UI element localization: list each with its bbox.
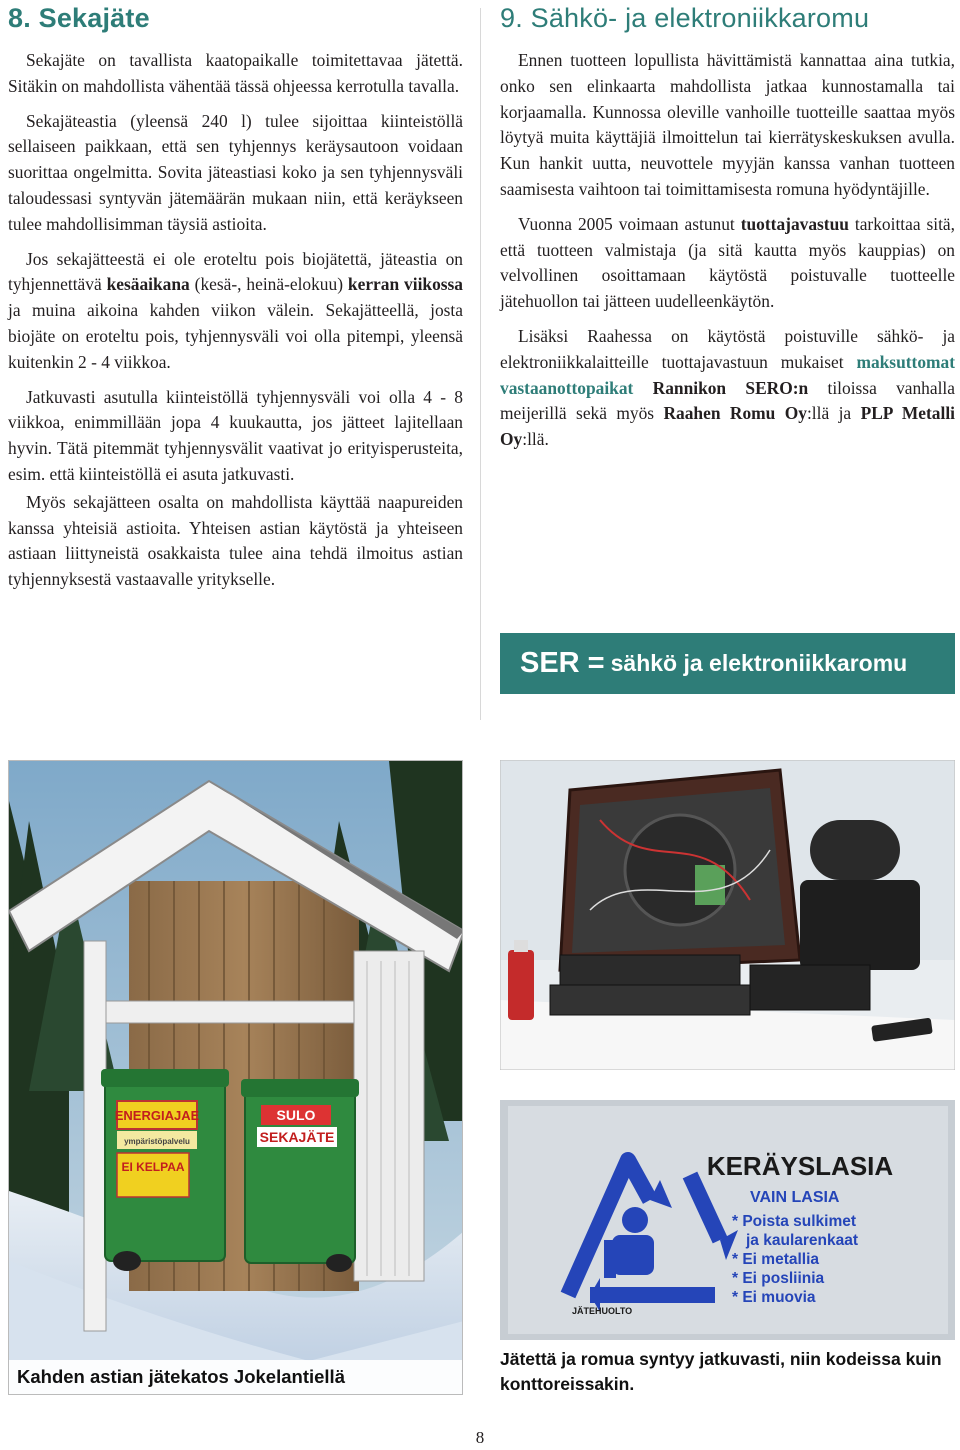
ser-meaning: sähkö ja elektroniikkaromu — [610, 650, 908, 676]
section-number: 8. — [8, 3, 31, 33]
glass-sign-subtitle: VAIN LASIA — [750, 1189, 840, 1206]
ser-abbreviation: SER = — [520, 647, 605, 679]
glass-sign-item: * Ei muovia — [732, 1289, 816, 1306]
section-heading: Sähkö- ja elektroniikkaromu — [530, 3, 870, 33]
paragraph-emptying-interval: Jos sekajätteestä ei ole eroteltu pois biojätettä, jäteastia on tyhjennettävä kesäaikana (kesä-, heinä-elokuu) kerran viikossa ja muina aikoina kahden viikon välein. Sekajätteellä, josta biojäte on eroteltu pois, tyhjennysväli voi olla pitempi, yleensä kuitenkin 2 - 4 viikkoa. — [8, 248, 463, 372]
photo-waste-shelter — [8, 760, 463, 1395]
electronics-scrap-illustration — [500, 760, 955, 1070]
glass-sign-item: * Ei metallia — [732, 1251, 820, 1268]
waste-shelter-illustration — [9, 761, 463, 1395]
section-heading: Sekajäte — [38, 3, 150, 33]
photo-glass-collection-sign — [500, 1100, 955, 1340]
section-ser — [500, 0, 955, 453]
paragraph-shared-bins: Myös sekajätteen osalta on mahdollista käyttää naapureiden kanssa yhteisiä astioita. Yhteisen astian käytöstä ja yhteiseen astiaan liittyneistä osakkaista tulee aina tehdä ilmoitus astian tyhjennyksestä vastaavalle yritykselle. — [8, 491, 463, 590]
bin-label-sulo: SULO — [276, 1107, 316, 1123]
ser-definition-banner — [500, 633, 955, 694]
paragraph-intro: Sekajäte on tavallista kaatopaikalle toimitettavaa jätettä. Sitäkin on mahdollista vähentää tässä ohjeessa kerrotulla tavalla. — [8, 50, 463, 96]
paragraph-continuous-occupancy: Jatkuvasti asutulla kiinteistöllä tyhjennysväli voi olla 4 - 8 viikkoa, enimmillään jopa 4 kuukautta, jos jätteet lajitellaan hyvin. Tätä pitemmät tyhjennysvälit vaativat jo erityisperusteita, esim. että kiinteistöllä ei asuta jatkuvasti. — [8, 386, 463, 484]
glass-sign-illustration — [500, 1100, 955, 1340]
bin-label-ei-kelpaa: EI KELPAA — [121, 1160, 185, 1174]
paragraph-placement: Sekajäteastia (yleensä 240 l) tulee sijoittaa kiinteistöllä sellaiseen paikkaan, että sen tyhjennys keräysautoon voidaan suorittaa ongelmitta. Sovita jäteastiasi koko ja sen tyhjennysväli taloudessasi syntyvän jätemäärän mukaan niin, että keräykseen tulee mahdollisimman täysiä astioita. — [8, 110, 463, 234]
section-number: 9. — [500, 3, 523, 33]
page-number: 8 — [475, 1428, 485, 1447]
photo-caption-shelter: Kahden astian jätekatos Jokelantiellä — [9, 1360, 462, 1394]
section-sekajate — [8, 0, 463, 593]
photo-electronics-scrap — [500, 760, 955, 1070]
glass-sign-item: * Poista sulkimet — [732, 1213, 857, 1230]
paragraph-producer-responsibility: Vuonna 2005 voimaan astunut tuottajavastuu tarkoittaa sitä, että tuotteen valmistaja (ja sitä kautta myös kauppias) on velvollinen osoittamaan käytöstä poistuvalle tuotteelle jätehuollon tai jätteen uudelleenkäytön. — [500, 213, 955, 312]
section-title-sekajate — [8, 1, 463, 41]
bin-label-energy-sub: ympäristöpalvelu — [124, 1137, 190, 1146]
column-divider — [480, 8, 481, 720]
glass-sign-item: * Ei posliinia — [732, 1270, 825, 1287]
paragraph-repair-first: Ennen tuotteen lopullista hävittämistä kannattaa aina tutkia, onko sen elinkaarta mahdollista jatkaa kunnostamalla tai korjaamalla. Kunnossa oleville vanhoille tuotteille saattaa myös löytyä muita käyttäjiä ilmoittelun tai kierrätyskeskuksen avulla. Kun hankit uutta, neuvottele myyjän kanssa vanhan tuotteen saamisesta vaihtoon tai toimittamisesta romuna hyödyntäjille. — [500, 50, 955, 199]
glass-sign-brand: JÄTEHUOLTO — [572, 1306, 633, 1316]
section-title-ser — [500, 1, 955, 41]
photo-caption-electronics: Jätettä ja romua syntyy jatkuvasti, niin kodeissa kuin konttoreissakin. — [500, 1349, 942, 1394]
paragraph-collection-points: Lisäksi Raahessa on käytöstä poistuville sähkö- ja elektroniikkalaitteille tuottajavastuun mukaiset maksuttomat vastaanottopaikat Rannikon SERO:n tiloissa vanhalla meijerillä sekä myös Raahen Romu Oy:llä ja PLP Metalli Oy:llä. — [500, 325, 955, 450]
bin-label-energy: ENERGIAJAE — [114, 1108, 200, 1123]
bin-label-sekajate: SEKAJÄTE — [259, 1129, 335, 1145]
glass-sign-title: KERÄYSLASIA — [706, 1151, 894, 1181]
glass-sign-item: ja kaularenkaat — [746, 1232, 859, 1249]
